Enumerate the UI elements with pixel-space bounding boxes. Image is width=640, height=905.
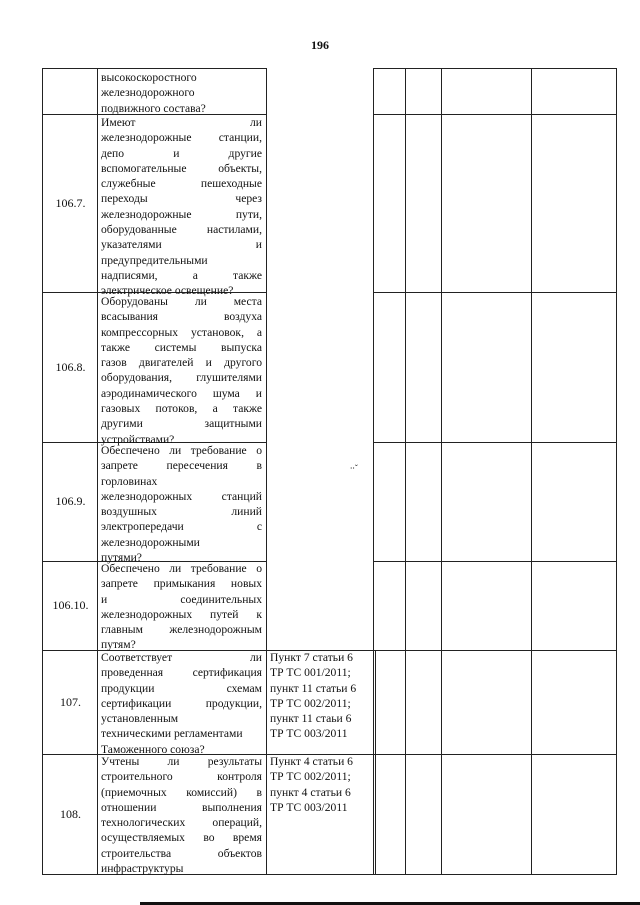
question-line: продукции схемам bbox=[101, 681, 262, 695]
question-line: аэродинамического шума и bbox=[101, 386, 262, 400]
question-line: проведенная сертификация bbox=[101, 666, 262, 680]
question-line: предупредительными bbox=[101, 253, 208, 267]
question-line: устройствами? bbox=[101, 432, 175, 446]
question-line: Имеют ли bbox=[101, 116, 262, 129]
question-text bbox=[101, 70, 262, 116]
item-number: 106.10. bbox=[52, 598, 89, 612]
question-line: запрете примыкания новых bbox=[101, 577, 262, 591]
question-text bbox=[101, 650, 262, 757]
question-line: железнодорожные станции, bbox=[101, 131, 262, 145]
question-line: инфраструктуры bbox=[101, 862, 184, 876]
question-line: другими защитными bbox=[101, 417, 262, 431]
item-number: 108. bbox=[60, 807, 81, 821]
question-line: отношении выполнения bbox=[101, 800, 262, 814]
question-line: воздушных линий bbox=[101, 505, 262, 519]
question-line: технологических операций, bbox=[101, 816, 262, 830]
question-line: (приемочных комиссий) в bbox=[101, 785, 262, 799]
question-line: надписями, а также bbox=[101, 268, 262, 282]
reference-line: ТР ТС 003/2011 bbox=[270, 727, 348, 741]
question-text bbox=[101, 443, 262, 565]
question-line: техническими регламентами bbox=[101, 727, 243, 741]
question-text bbox=[101, 115, 262, 299]
question-line: установленным bbox=[101, 712, 179, 726]
row-separator bbox=[373, 754, 617, 755]
question-line: всасывания воздуха bbox=[101, 310, 262, 324]
question-line: газов двигателей и другого bbox=[101, 356, 262, 370]
question-line: также системы выпуска bbox=[101, 340, 262, 354]
row-separator bbox=[373, 114, 617, 115]
question-line: железнодорожных станций bbox=[101, 489, 262, 503]
question-text bbox=[101, 754, 262, 876]
question-line: строительства объектов bbox=[101, 846, 262, 860]
reference-line: Пункт 4 статьи 6 bbox=[270, 755, 353, 768]
question-line: Соответствует ли bbox=[101, 651, 262, 664]
question-line: Таможенного союза? bbox=[101, 742, 205, 756]
question-line: железнодорожного bbox=[101, 86, 195, 100]
question-line: переходы через bbox=[101, 192, 262, 206]
row-separator bbox=[373, 650, 617, 651]
reference-line: ТР ТС 002/2011; bbox=[270, 696, 351, 710]
question-line: служебные пешеходные bbox=[101, 177, 262, 191]
question-text bbox=[101, 294, 262, 447]
reference-text bbox=[270, 754, 374, 815]
question-line: сертификации продукции, bbox=[101, 696, 262, 710]
item-number: 107. bbox=[60, 694, 81, 709]
question-line: высокоскоростного bbox=[101, 71, 197, 84]
question-line: Оборудованы ли места bbox=[101, 295, 262, 308]
row-separator bbox=[373, 442, 617, 443]
question-line: железнодорожные пути, bbox=[101, 207, 262, 221]
reference-line: пункт 11 статьи 6 bbox=[270, 681, 357, 695]
question-line: указателями и bbox=[101, 238, 262, 252]
question-line: Обеспечено ли требование о bbox=[101, 562, 262, 575]
row-separator bbox=[373, 561, 617, 562]
question-line: горловинах bbox=[101, 474, 158, 488]
question-line: подвижного состава? bbox=[101, 101, 206, 115]
question-line: газовых потоков, а также bbox=[101, 402, 262, 416]
item-number: 106.7. bbox=[55, 195, 86, 210]
question-line: путями? bbox=[101, 551, 142, 565]
question-line: строительного контроля bbox=[101, 770, 262, 784]
question-line: главным железнодорожным bbox=[101, 623, 262, 637]
question-line: оборудования, глушителями bbox=[101, 371, 262, 385]
question-line: Учтены ли результаты bbox=[101, 755, 262, 768]
question-line: электропередачи с bbox=[101, 520, 262, 534]
question-line: компрессорных установок, а bbox=[101, 325, 262, 339]
question-line: оборудованные настилами, bbox=[101, 223, 262, 237]
question-line: вспомогательные объекты, bbox=[101, 161, 262, 175]
item-number: 106.8. bbox=[55, 359, 86, 374]
stray-scan-mark: ⸱⸱ˇ bbox=[350, 463, 358, 473]
question-line: Обеспечено ли требование о bbox=[101, 444, 262, 457]
page-number: 196 bbox=[311, 38, 329, 52]
question-line: запрете пересечения в bbox=[101, 459, 262, 473]
reference-line: ТР ТС 002/2011; bbox=[270, 770, 351, 784]
question-line: железнодорожных путей к bbox=[101, 607, 262, 621]
reference-line: Пункт 7 статьи 6 bbox=[270, 651, 353, 664]
question-line: и соединительных bbox=[101, 592, 262, 606]
reference-line: пункт 11 стаьи 6 bbox=[270, 712, 352, 726]
item-number: 106.9. bbox=[55, 494, 86, 508]
question-line: осуществляемых во время bbox=[101, 831, 262, 845]
reference-line: пункт 4 статьи 6 bbox=[270, 785, 351, 799]
reference-text bbox=[270, 650, 374, 742]
question-line: депо и другие bbox=[101, 146, 262, 160]
row-separator bbox=[373, 292, 617, 293]
reference-line: ТР ТС 003/2011 bbox=[270, 800, 348, 814]
question-line: путям? bbox=[101, 638, 136, 652]
reference-line: ТР ТС 001/2011; bbox=[270, 666, 351, 680]
question-text bbox=[101, 561, 262, 653]
question-line: железнодорожными bbox=[101, 535, 200, 549]
question-line: электрическое освещение? bbox=[101, 284, 234, 298]
